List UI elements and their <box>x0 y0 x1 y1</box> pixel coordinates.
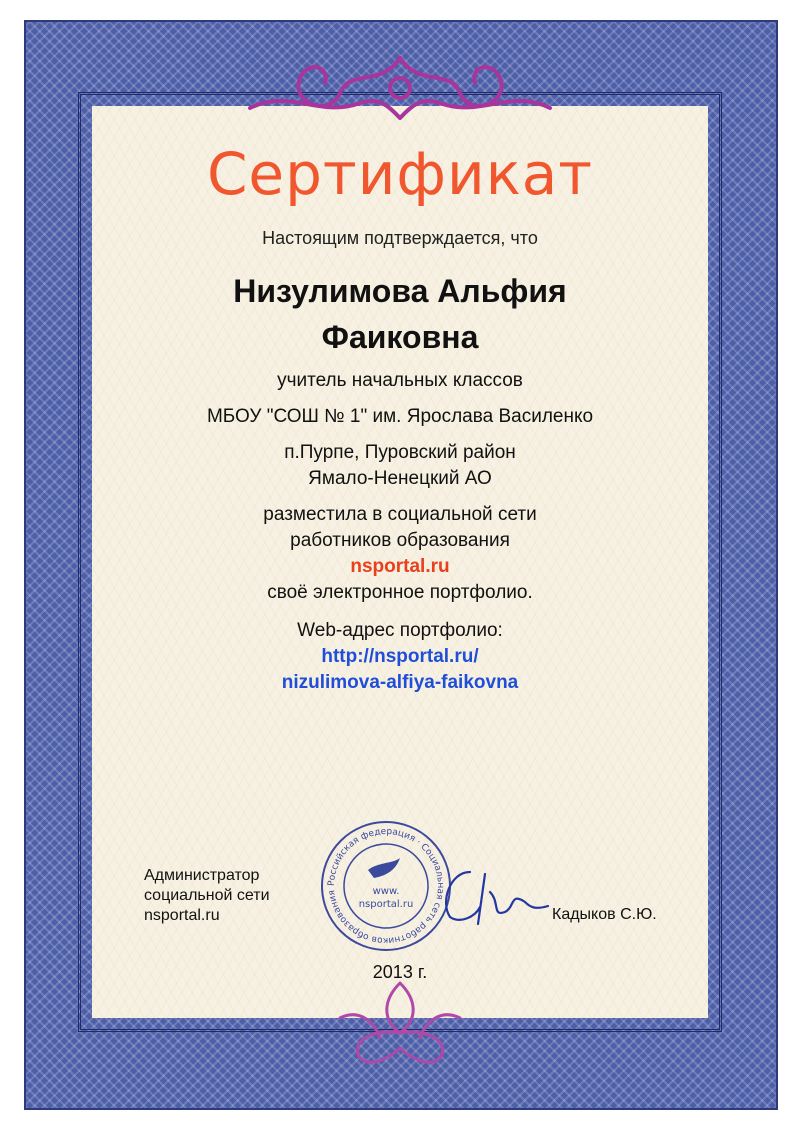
portfolio-label: Web-адрес портфолио: <box>297 620 503 641</box>
location-line1: п.Пурпе, Пуровский район <box>284 442 516 463</box>
admin-line2: социальной сети <box>144 887 270 904</box>
site-name[interactable]: nsportal.ru <box>350 556 450 577</box>
position-text: учитель начальных классов <box>277 370 523 391</box>
intro-text: Настоящим подтверждается, что <box>262 228 538 248</box>
recipient-name-line2: Фаиковна <box>321 319 479 355</box>
statement-line2: работников образования <box>290 530 510 551</box>
recipient-name-line1: Низулимова Альфия <box>233 273 567 309</box>
statement-line1: разместила в социальной сети <box>263 504 537 525</box>
bottom-ornament-icon <box>330 978 470 1068</box>
admin-line1: Администратор <box>144 867 260 884</box>
admin-block <box>144 866 270 926</box>
certificate-title: Сертификат <box>206 140 594 208</box>
signature-icon <box>430 862 550 932</box>
year-text: 2013 г. <box>372 962 428 982</box>
admin-line3: nsportal.ru <box>144 907 220 924</box>
portfolio-url-line2[interactable]: nizulimova-alfiya-faikovna <box>281 672 519 693</box>
seal-ring-text: Российская федерация · Социальная сеть работников образования <box>326 826 446 946</box>
recipient-name <box>0 268 800 360</box>
signer-name: Кадыков С.Ю. <box>552 906 657 923</box>
seal-center-line2: nsportal.ru <box>358 899 414 910</box>
school-text: МБОУ "СОШ № 1" им. Ярослава Василенко <box>206 406 594 427</box>
statement-line3: своё электронное портфолио. <box>267 582 533 603</box>
portfolio-url-line1[interactable]: http://nsportal.ru/ <box>321 646 479 667</box>
seal-center-line1: www. <box>372 886 400 897</box>
location-line2: Ямало-Ненецкий АО <box>308 468 492 489</box>
top-ornament-icon <box>230 48 570 128</box>
